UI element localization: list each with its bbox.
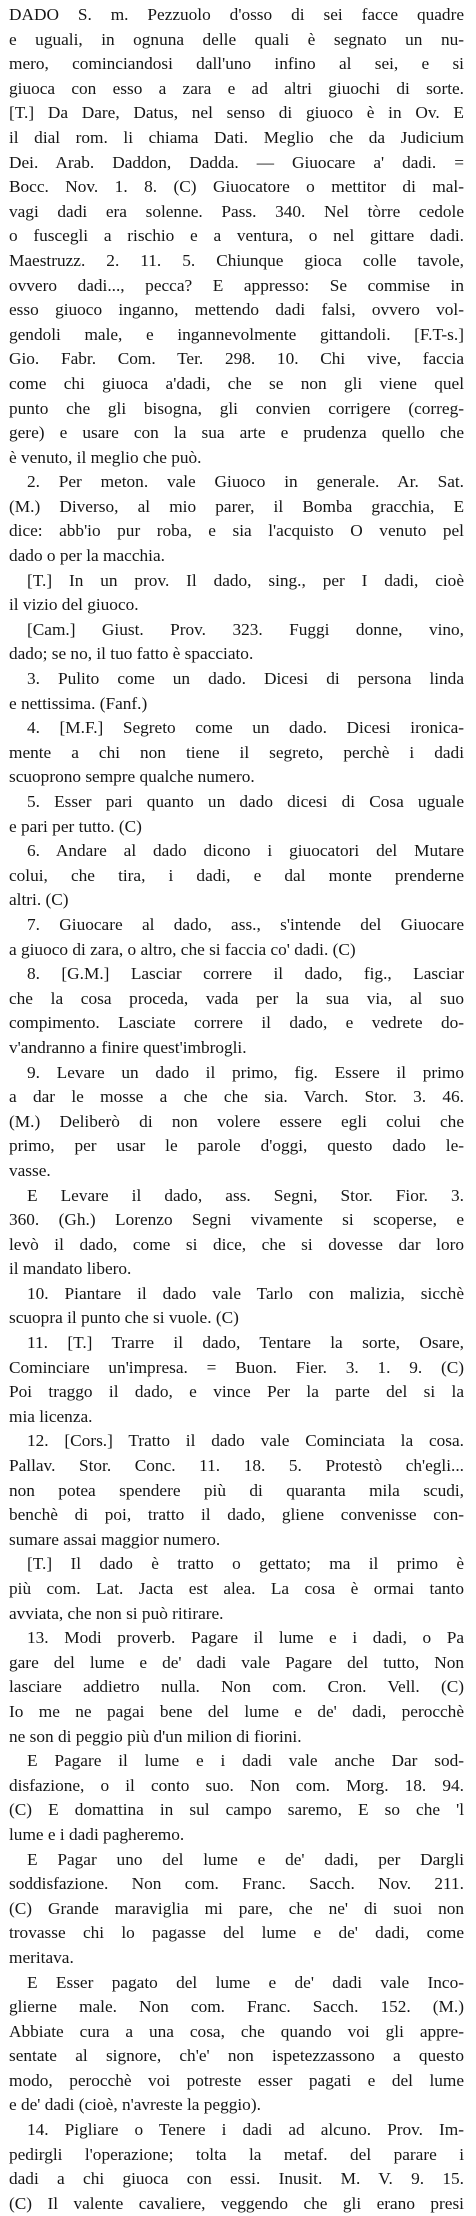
text-line: colui, che tira, i dadi, e dal monte prenderne [9, 865, 464, 885]
text-line: dado o per la macchia. [9, 546, 165, 566]
text-line: 9. Levare un dado il primo, fig. Essere il primo [27, 1062, 464, 1082]
text-line: Dei. Arab. Daddon, Dadda. — Giuocare a' dadi. = [9, 152, 464, 172]
sense-8-lasciar-correre [9, 962, 464, 1060]
text-line: DADO S. m. Pezzuolo d'osso di sei facce quadre [9, 5, 464, 24]
text-line: che la cosa proceda, vada per la sua via, al suo [9, 988, 464, 1008]
text-line: (C) Grande maraviglia mi pare, che ne' di suoi non [9, 1898, 464, 1918]
text-line: (C) E domattina in sul campo saremo, E so che 'l [9, 1800, 464, 1820]
text-line: scuoprono sempre qualche numero. [9, 767, 255, 787]
text-line: il vizio del giuoco. [9, 595, 139, 615]
text-line: modo, perocchè voi potreste esser pagati e del lume [9, 2070, 464, 2090]
text-line: lasciare addietro nulla. Non com. Cron. Vell. (C) [9, 1677, 464, 1697]
sense-2-prov [9, 569, 464, 618]
text-line: Gio. Fabr. Com. Ter. 298. 10. Chi vive, faccia [9, 349, 464, 369]
sense-2-giust [9, 618, 464, 667]
text-line: o fuscegli a rischio e a ventura, o nel gittare dadi. [9, 226, 464, 246]
text-line: 360. (Gh.) Lorenzo Segni vivamente si scoperse, e [9, 1210, 464, 1230]
text-line: disfazione, o il conto suo. Non com. Morg. 18. 94. [9, 1775, 464, 1795]
sense-2-meton [9, 470, 464, 568]
text-line: [T.] Il dado è tratto o gettato; ma il primo è [27, 1554, 464, 1574]
text-line: [T.] In un prov. Il dado, sing., per I dadi, cioè [27, 570, 464, 590]
sense-9-levare-un-dado [9, 1061, 464, 1184]
text-line: dado; se no, il tuo fatto è spacciato. [9, 644, 254, 664]
sense-5-esser-pari [9, 790, 464, 839]
sense-9-levare-ass [9, 1184, 464, 1282]
text-line: meritava. [9, 1947, 74, 1967]
text-line: 11. [T.] Trarre il dado, Tentare la sorte, Osare, [27, 1333, 464, 1353]
text-line: non potea spendere più di quaranta mila scudi, [9, 1480, 464, 1500]
sense-6-andare-al-dado [9, 839, 464, 913]
text-line: levò il dado, come si dice, che si dovesse dar loro [9, 1234, 464, 1254]
text-line: ne son di peggio più d'un milion di fiorini. [9, 1726, 302, 1746]
text-line: trovasse chi lo pagasse del lume e de' dadi, come [9, 1923, 464, 1943]
text-line: ovvero dadi..., pecca? E appresso: Se commise in [9, 275, 464, 295]
text-line: sentate al signore, ch'e' non ispetezzassono a questo [9, 2046, 464, 2066]
text-line: Cominciare un'impresa. = Buon. Fier. 3. 1. 9. (C) [9, 1357, 464, 1377]
text-line: è venuto, il meglio che può. [9, 447, 202, 467]
text-line: v'andranno a finire quest'imbrogli. [9, 1037, 247, 1057]
text-line: 6. Andare al dado dicono i giuocatori del Mutare [27, 841, 464, 861]
text-line: 5. Esser pari quanto un dado dicesi di Cosa uguale [27, 792, 464, 811]
sense-10-piantare [9, 1282, 464, 1331]
sense-13-esser-pagato [9, 1971, 464, 2119]
text-line: a dar le mosse a che che sia. Varch. Stor. 3. 46. [9, 1087, 464, 1107]
sense-7-giuocare-al-dado [9, 913, 464, 962]
text-line: E Pagar uno del lume e de' dadi, per Dargli [27, 1849, 464, 1869]
text-line: gendoli male, e ingannevolmente gittandoli. [F.T-s.] [9, 324, 464, 344]
text-line: mero, cominciandosi dall'uno infino al sei, e si [9, 54, 464, 74]
sense-12-tratto [9, 1429, 464, 1552]
sense-14-pigliare-i-dadi [9, 2118, 464, 2216]
text-line: lume e i dadi pagheremo. [9, 1824, 185, 1844]
sense-13-pagare-il-lume [9, 1626, 464, 1749]
text-line: e uguali, in ognuna delle quali è segnato un nu- [9, 29, 464, 49]
text-line: 14. Pigliare o Tenere i dadi ad alcuno. Prov. Im- [27, 2120, 464, 2140]
text-line: (C) Il valente cavaliere, veggendo che gli erano presi [9, 2193, 464, 2213]
sense-13-dar-soddisfazione [9, 1749, 464, 1847]
text-line: E Levare il dado, ass. Segni, Stor. Fior. 3. [27, 1185, 464, 1205]
text-line: [Cam.] Giust. Prov. 323. Fuggi donne, vino, [27, 619, 464, 639]
text-line: Pallav. Stor. Conc. 11. 18. 5. Protestò ch'egli... [9, 1456, 464, 1476]
sense-4-segreto [9, 716, 464, 790]
text-line: 2. Per meton. vale Giuoco in generale. Ar. Sat. [27, 472, 464, 492]
text-line: 7. Giuocare al dado, ass., s'intende del Giuocare [27, 914, 464, 934]
text-line: mia licenza. [9, 1406, 93, 1426]
text-line: e de' dadi (cioè, n'avreste la peggio). [9, 2095, 261, 2115]
text-line: soddisfazione. Non com. Franc. Sacch. Nov. 211. [9, 1874, 464, 1894]
text-line: Bocc. Nov. 1. 8. (C) Giuocatore o mettitor di mal- [9, 177, 464, 197]
entry-dado-definition [9, 3, 464, 470]
text-line: avviata, che non si può ritirare. [9, 1603, 224, 1623]
text-line: a giuoco di zara, o altro, che si faccia co' dadi. (C) [9, 939, 356, 959]
text-line: glierne male. Non com. Franc. Sacch. 152. (M.) [9, 1997, 464, 2017]
text-line: e nettissima. (Fanf.) [9, 693, 148, 713]
text-line: come chi giuoca a'dadi, che se non gli viene quel [9, 373, 464, 393]
text-line: [T.] Da Dare, Datus, nel senso di giuoco è in Ov. E [9, 103, 464, 123]
text-line: gare del lume e de' dadi vale Pagare del tutto, Non [9, 1652, 464, 1672]
text-line: e pari per tutto. (C) [9, 816, 142, 836]
text-line: 3. Pulito come un dado. Dicesi di persona linda [27, 669, 464, 689]
text-line: primo, per usar le parole d'oggi, questo dado le- [9, 1136, 464, 1156]
text-line: giuoca con esso a zara e ad altri giuochi di sorte. [9, 78, 464, 98]
text-line: E Esser pagato del lume e de' dadi vale Inco- [27, 1972, 464, 1992]
text-line: esso giuoco inganno, mettendo dadi falsi, ovvero vol- [9, 300, 464, 320]
text-line: mente a chi non tiene il segreto, perchè i dadi [9, 742, 464, 762]
text-line: 13. Modi proverb. Pagare il lume e i dadi, o Pa [27, 1628, 464, 1648]
text-line: gere) e usare con la sua arte e prudenza quello che [9, 423, 464, 443]
text-line: compimento. Lasciate correre il dado, e vedrete do- [9, 1013, 464, 1033]
sense-12-jacta-est-alea [9, 1552, 464, 1626]
text-line: vagi dadi era solenne. Pass. 340. Nel tòrre cedole [9, 201, 464, 221]
text-line: 12. [Cors.] Tratto il dado vale Cominciata la cosa. [27, 1431, 464, 1451]
text-line: Io me ne pagai bene del lume e de' dadi, perocchè [9, 1701, 464, 1721]
text-line: pedirgli l'operazione; tolta la metaf. del parare i [9, 2144, 464, 2164]
text-line: E Pagare il lume e i dadi vale anche Dar sod- [27, 1751, 464, 1771]
text-line: Abbiate cura a una cosa, che quando voi gli appre- [9, 2021, 464, 2041]
text-line: il dial rom. li chiama Dati. Meglio che da Judicium [9, 127, 464, 147]
sense-13-pagar-uno [9, 1848, 464, 1971]
text-line: (M.) Deliberò di non volere essere egli colui che [9, 1111, 464, 1131]
text-line: il mandato libero. [9, 1259, 132, 1279]
text-line: Poi traggo il dado, e vince Per la parte del si la [9, 1382, 464, 1402]
text-line: Maestruzz. 2. 11. 5. Chiunque gioca colle tavole, [9, 250, 464, 270]
text-line: 8. [G.M.] Lasciar correre il dado, fig., Lasciar [27, 964, 464, 984]
text-line: dice: abb'io pur roba, e sia l'acquisto O venuto pel [9, 521, 464, 541]
text-line: 4. [M.F.] Segreto come un dado. Dicesi ironica- [27, 718, 464, 738]
text-line: scuopra il punto che si vuole. (C) [9, 1308, 239, 1328]
text-line: vasse. [9, 1160, 51, 1180]
text-line: più com. Lat. Jacta est alea. La cosa è ormai tanto [9, 1579, 464, 1598]
text-line: sumare assai maggior numero. [9, 1529, 221, 1549]
sense-11-trarre [9, 1331, 464, 1429]
text-line: 10. Piantare il dado vale Tarlo con malizia, sicchè [27, 1283, 464, 1303]
text-line: benchè di poi, tratto il dado, gliene convenisse con- [9, 1505, 464, 1525]
text-line: punto che gli bisogna, gli convien corrigere (correg- [9, 398, 464, 418]
text-line: (M.) Diverso, al mio parer, il Bomba gracchia, E [9, 496, 464, 516]
text-line: altri. (C) [9, 890, 69, 910]
sense-3-pulito [9, 667, 464, 716]
text-line: dadi a chi giuoca con essi. Inusit. M. V. 9. 15. [9, 2169, 464, 2189]
